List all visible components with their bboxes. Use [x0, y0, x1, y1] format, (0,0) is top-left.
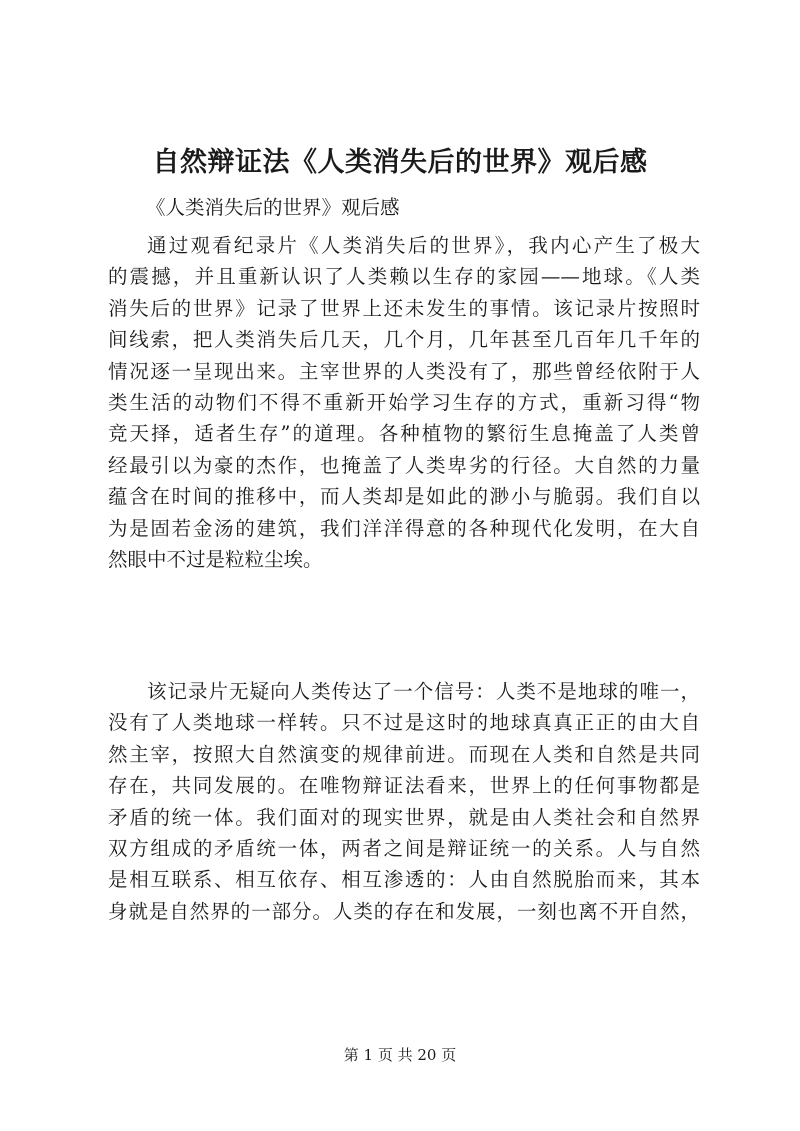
text-line: 然眼中不过是粒粒尘埃。: [108, 547, 323, 571]
paragraph-2: [108, 676, 700, 927]
text-line: 经最引以为豪的杰作，也掩盖了人类卑劣的行径。大自然的力量: [108, 453, 700, 477]
text-line: 竞天择，适者生存”的道理。各种植物的繁衍生息掩盖了人类曾: [108, 422, 700, 446]
document-subtitle: 《人类消失后的世界》观后感: [146, 196, 400, 219]
text-line: 为是固若金汤的建筑，我们洋洋得意的各种现代化发明，在大自: [108, 516, 700, 540]
text-line: 消失后的世界》记录了世界上还未发生的事情。该记录片按照时: [108, 296, 700, 320]
text-line: 的震撼，并且重新认识了人类赖以生存的家园——地球。《人类: [108, 265, 700, 289]
page-footer: 第 1 页 共 20 页: [343, 1046, 457, 1064]
text-line: 间线索，把人类消失后几天，几个月，几年甚至几百年几千年的: [108, 328, 700, 352]
text-line: 类生活的动物们不得不重新开始学习生存的方式，重新习得“物: [108, 390, 700, 414]
document-title: 自然辩证法《人类消失后的世界》观后感: [152, 147, 648, 178]
text-line: 没有了人类地球一样转。只不过是这时的地球真真正正的由大自: [108, 711, 700, 735]
text-line: 存在，共同发展的。在唯物辩证法看来，世界上的任何事物都是: [108, 774, 700, 798]
paragraph-1: [108, 230, 700, 575]
text-line: 该记录片无疑向人类传达了一个信号：人类不是地球的唯一，: [147, 680, 700, 703]
text-line: 矛盾的统一体。我们面对的现实世界，就是由人类社会和自然界: [108, 805, 700, 829]
text-line: 是相互联系、相互依存、相互渗透的：人由自然脱胎而来，其本: [108, 868, 700, 892]
text-line: 通过观看纪录片《人类消失后的世界》，我内心产生了极大: [147, 234, 700, 257]
text-line: 然主宰，按照大自然演变的规律前进。而现在人类和自然是共同: [108, 742, 700, 766]
text-line: 蕴含在时间的推移中，而人类却是如此的渺小与脆弱。我们自以: [108, 485, 700, 509]
text-line: 身就是自然界的一部分。人类的存在和发展，一刻也离不开自然，: [108, 899, 700, 923]
text-line: 双方组成的矛盾统一体，两者之间是辩证统一的关系。人与自然: [108, 836, 700, 860]
text-line: 情况逐一呈现出来。主宰世界的人类没有了，那些曾经依附于人: [108, 359, 700, 383]
